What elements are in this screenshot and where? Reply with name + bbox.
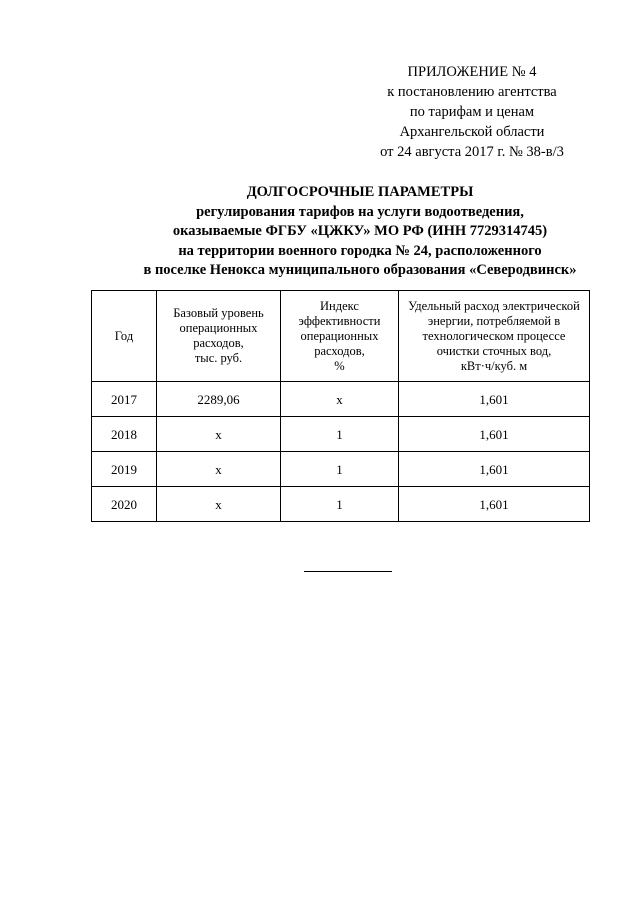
- table-row: [92, 487, 590, 522]
- table-cell: х: [157, 487, 281, 522]
- heading-line: на территории военного городка № 24, расположенного: [178, 242, 542, 259]
- table-cell: 1: [281, 487, 399, 522]
- table-cell: 1,601: [399, 452, 590, 487]
- column-header-line: операционных: [300, 328, 379, 343]
- appendix-line: Архангельской области: [399, 124, 545, 140]
- column-header-line: Удельный расход электрической: [408, 298, 580, 313]
- column-header-line: расходов,: [193, 336, 244, 350]
- table-cell: 2289,06: [157, 382, 281, 417]
- table-header: [92, 291, 590, 382]
- appendix-date-number: от 24 августа 2017 г. № 38-в/3: [380, 144, 564, 160]
- table-row: [92, 382, 590, 417]
- column-header-line: %: [334, 358, 345, 373]
- heading-line: в поселке Ненокса муниципального образования «Северодвинск»: [143, 262, 577, 278]
- table-cell: 2019: [92, 452, 157, 487]
- heading-line: регулирования тарифов на услуги водоотведения,: [196, 203, 524, 220]
- table-cell: 1: [281, 417, 399, 452]
- column-header-line: эффективности: [298, 313, 381, 328]
- column-header: [399, 291, 590, 382]
- column-header-line: энергии, потребляемой в: [427, 313, 561, 328]
- column-header-line: очистки сточных вод,: [436, 343, 552, 358]
- column-header-line: операционных: [179, 321, 258, 335]
- column-header-line: технологическом процессе: [422, 328, 566, 343]
- table-body: [92, 382, 590, 522]
- header-row: [92, 291, 590, 382]
- column-header: [92, 291, 157, 382]
- column-header-line: Индекс: [320, 298, 359, 313]
- table-cell: 2020: [92, 487, 157, 522]
- parameters-table: [91, 290, 590, 522]
- column-header-line: расходов,: [314, 343, 365, 358]
- table-cell: 1,601: [399, 487, 590, 522]
- appendix-line: по тарифам и ценам: [409, 104, 535, 120]
- table-cell: 1,601: [399, 382, 590, 417]
- table-cell: 2018: [92, 417, 157, 452]
- separator-line: [304, 571, 392, 572]
- appendix-title: ПРИЛОЖЕНИЕ № 4: [407, 64, 537, 80]
- table-row: [92, 452, 590, 487]
- table-row: [92, 417, 590, 452]
- column-header-line: Базовый уровень: [173, 306, 264, 320]
- table-cell: х: [157, 417, 281, 452]
- column-header-line: Год: [114, 328, 134, 343]
- appendix-block: [352, 62, 592, 162]
- column-header: [281, 291, 399, 382]
- column-header: [157, 291, 281, 382]
- table-cell: 2017: [92, 382, 157, 417]
- appendix-line: к постановлению агентства: [387, 84, 557, 100]
- document-heading: [100, 183, 620, 281]
- table-cell: 1: [281, 452, 399, 487]
- table-cell: 1,601: [399, 417, 590, 452]
- column-header-line: тыс. руб.: [194, 351, 243, 365]
- heading-title: ДОЛГОСРОЧНЫЕ ПАРАМЕТРЫ: [246, 184, 474, 200]
- table-cell: х: [157, 452, 281, 487]
- table-cell: х: [281, 382, 399, 417]
- heading-line: оказываемые ФГБУ «ЦЖКУ» МО РФ (ИНН 7729314745): [172, 223, 548, 239]
- column-header-line: кВт·ч/куб. м: [460, 358, 528, 373]
